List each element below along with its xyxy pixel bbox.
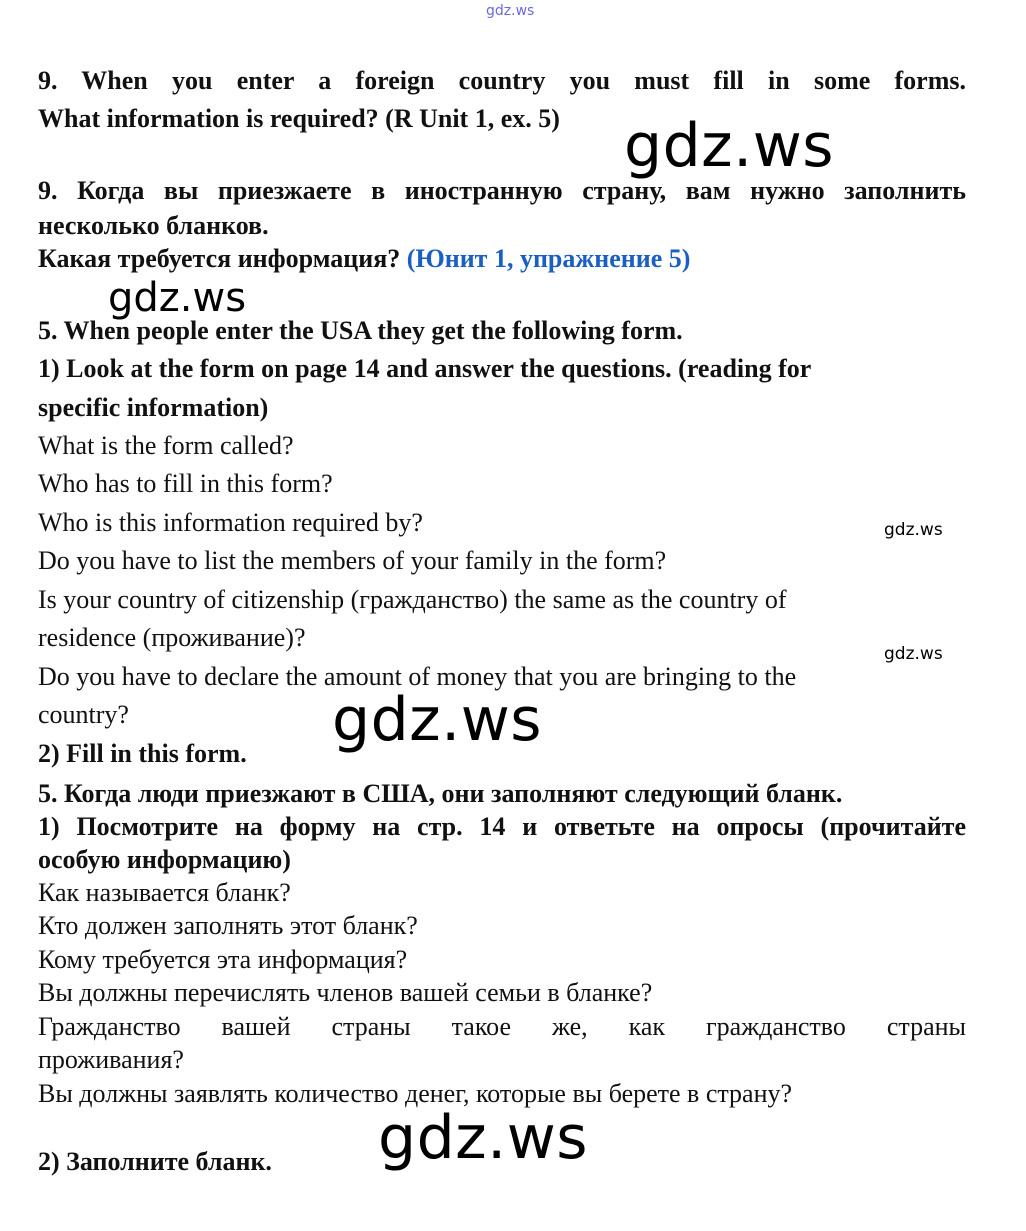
watermark-top: gdz.ws — [486, 3, 535, 19]
ru-question: Как называется бланк? — [38, 878, 291, 907]
section9-ru-line2: несколько бланков. — [38, 211, 269, 240]
en-question: Who has to fill in this form? — [38, 469, 333, 498]
en-question: Do you have to list the members of your family in the form? — [38, 546, 667, 575]
ru-question: Гражданство вашей страны такое же, как гражданство страны — [38, 1012, 966, 1041]
section5-ru-task2: 2) Заполните бланк. — [38, 1147, 272, 1176]
ru-question: проживания? — [38, 1045, 184, 1074]
section5-en-task1-line2: specific information) — [38, 393, 269, 422]
section9-en-line2: What information is required? (R Unit 1, ex. 5) — [38, 104, 560, 133]
section9-ru-question: Какая требуется информация? — [38, 244, 401, 273]
section5-en-heading: 5. When people enter the USA they get the following form. — [38, 316, 683, 345]
section5-en-task1-line1: 1) Look at the form on page 14 and answer the questions. (reading for — [38, 354, 812, 383]
section5-en-task2: 2) Fill in this form. — [38, 739, 247, 768]
ru-question: Вы должны заявлять количество денег, которые вы берете в страну? — [38, 1079, 793, 1108]
section9-ru-line1: 9. Когда вы приезжаете в иностранную страну, вам нужно заполнить — [38, 176, 966, 205]
en-question: Do you have to declare the amount of money that you are bringing to the — [38, 662, 797, 691]
ru-question: Кто должен заполнять этот бланк? — [38, 911, 418, 940]
en-question: residence (проживание)? — [38, 623, 306, 652]
watermark-small-2: gdz.ws — [884, 644, 943, 664]
watermark-big-3: gdz.ws — [378, 1103, 589, 1173]
watermark-big-1: gdz.ws — [624, 111, 835, 181]
section9-ru-reference: (Юнит 1, упражнение 5) — [406, 244, 691, 273]
watermark-small-1: gdz.ws — [884, 520, 943, 540]
watermark-medium-1: gdz.ws — [108, 275, 247, 321]
section5-ru-task1-line2: особую информацию) — [38, 845, 291, 874]
en-question: country? — [38, 700, 129, 729]
en-question: What is the form called? — [38, 431, 294, 460]
section5-ru-task1-line1: 1) Посмотрите на форму на стр. 14 и ответьте на опросы (прочитайте — [38, 812, 966, 841]
section9-ru-line3 — [38, 244, 966, 274]
section9-en-line1: 9. When you enter a foreign country you must fill in some forms. — [38, 66, 966, 95]
ru-question: Вы должны перечислять членов вашей семьи в бланке? — [38, 978, 653, 1007]
en-question: Who is this information required by? — [38, 508, 423, 537]
en-question: Is your country of citizenship (гражданство) the same as the country of — [38, 585, 787, 614]
watermark-big-2: gdz.ws — [332, 685, 543, 755]
ru-question: Кому требуется эта информация? — [38, 945, 408, 974]
section5-ru-heading: 5. Когда люди приезжают в США, они заполняют следующий бланк. — [38, 779, 843, 808]
